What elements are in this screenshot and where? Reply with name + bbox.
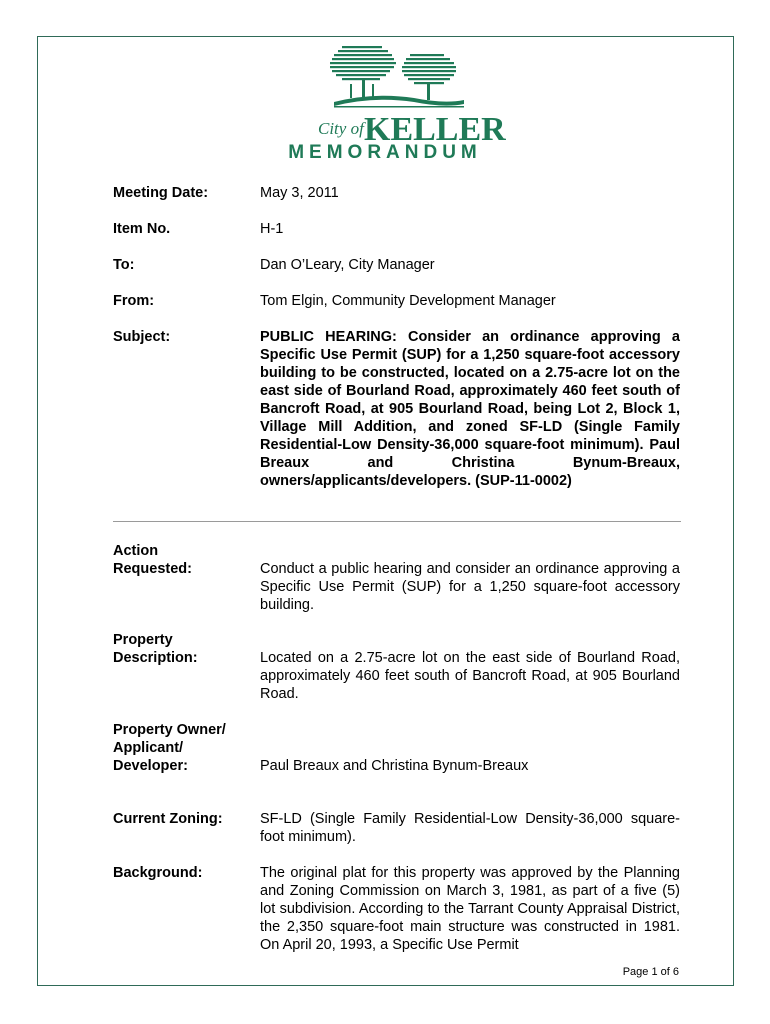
tree-canopy-left-icon	[330, 46, 396, 80]
tree-canopy-right-icon	[402, 54, 456, 84]
page-number: Page 1 of 6	[622, 966, 679, 978]
meeting-date-value: May 3, 2011	[260, 185, 339, 201]
subject-value: PUBLIC HEARING: Consider an ordinance approving a Specific Use Permit (SUP) for a 1,250 square-foot accessory building to be constructed, located on a 2.75-acre lot on the east side of Bourland Road, approximately 460 feet south of Bancroft Road, at 905 Bourland Road, being Lot 2, Block 1, Village Mill Addition, and zoned SF-LD (Single Family Residential-Low Density-36,000 square-foot minimum). Paul Breaux and Christina Bynum-Breaux, owners/applicants/developers. (SUP-11-0002)	[260, 329, 680, 489]
property-label-line2: Description:	[113, 650, 198, 666]
owner-label-line1: Property Owner/	[113, 722, 226, 738]
owner-label-line2: Applicant/	[113, 740, 184, 756]
to-label: To:	[113, 257, 135, 273]
action-label-line1: Action	[113, 543, 159, 559]
item-no-value: H-1	[260, 221, 284, 237]
property-owner-label	[113, 721, 226, 775]
page-title: MEMORANDUM	[288, 142, 482, 163]
owner-label-line3: Developer:	[113, 758, 188, 774]
svg-text:KELLER: KELLER	[364, 111, 506, 148]
background-value: The original plat for this property was approved by the Planning and Zoning Commission on March 3, 1981, as part of a five (5) lot subdivision. According to the Tarrant County Appraisal District, the 2,350 square-foot main structure was constructed in 1981. On April 20, 1993, a Specific Use Permit	[260, 865, 680, 953]
subject-label: Subject:	[113, 329, 171, 345]
svg-text:City of: City of	[318, 119, 364, 138]
city-of-keller-logo	[314, 44, 506, 148]
background-label: Background:	[113, 865, 203, 881]
from-label: From:	[113, 293, 155, 309]
to-value: Dan O’Leary, City Manager	[260, 257, 435, 273]
action-label-line2: Requested:	[113, 561, 192, 577]
property-label-line1: Property	[113, 632, 173, 648]
property-description-value: Located on a 2.75-acre lot on the east side of Bourland Road, approximately 460 feet south of Bancroft Road, at 905 Bourland Road.	[260, 650, 680, 702]
meeting-date-label: Meeting Date:	[113, 185, 209, 201]
section-divider	[113, 521, 681, 522]
item-no-label: Item No.	[113, 221, 171, 237]
current-zoning-label: Current Zoning:	[113, 811, 223, 827]
action-requested-value: Conduct a public hearing and consider an ordinance approving a Specific Use Permit (SUP) for a 1,250 square-foot accessory building.	[260, 561, 680, 613]
property-description-label	[113, 631, 198, 667]
current-zoning-value: SF-LD (Single Family Residential-Low Density-36,000 square-foot minimum).	[260, 811, 680, 845]
action-requested-label	[113, 542, 192, 578]
property-owner-value: Paul Breaux and Christina Bynum-Breaux	[260, 758, 529, 774]
from-value: Tom Elgin, Community Development Manager	[260, 293, 556, 309]
